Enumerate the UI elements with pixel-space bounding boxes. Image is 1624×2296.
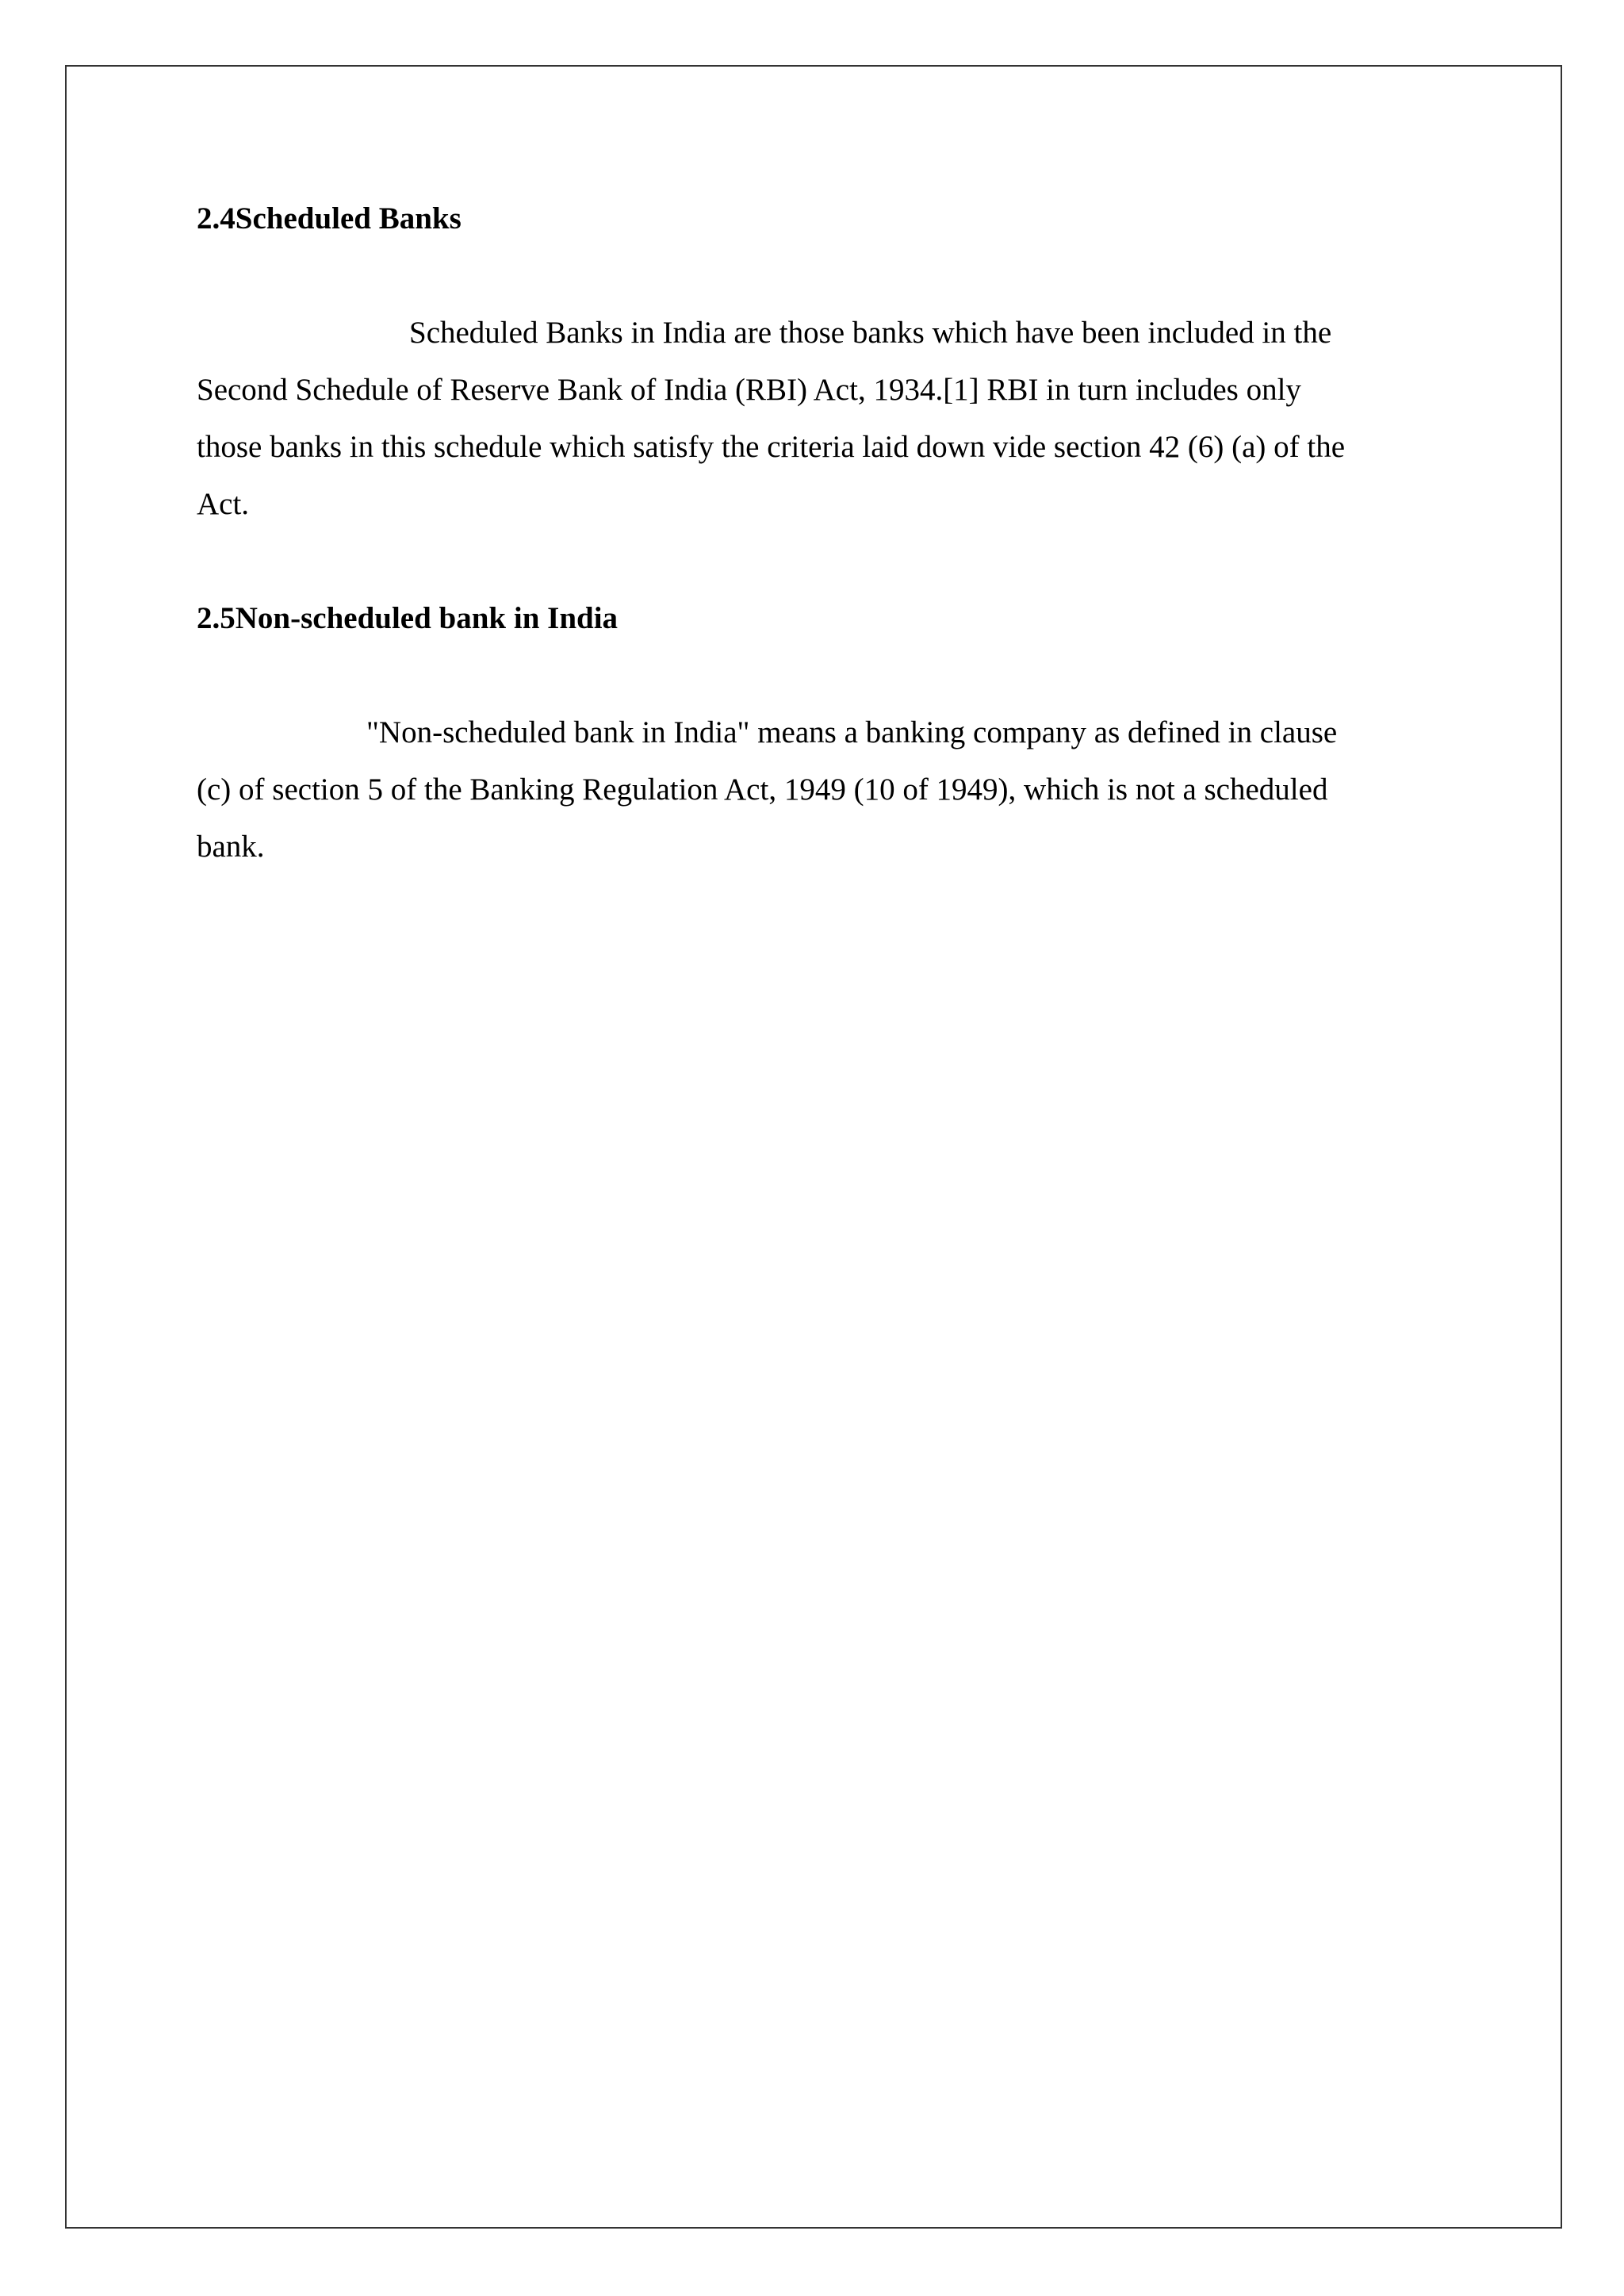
paragraph-line: Second Schedule of Reserve Bank of India (RBI) Act, 1934.[1] RBI in turn includes only — [197, 373, 1301, 407]
paragraph-line: those banks in this schedule which satisfy the criteria laid down vide section 42 (6) (a) of the — [197, 430, 1346, 464]
section-paragraph-scheduled-banks — [197, 305, 1434, 533]
paragraph-line: (c) of section 5 of the Banking Regulation Act, 1949 (10 of 1949), which is not a scheduled — [197, 772, 1328, 807]
section-heading-non-scheduled-bank: 2.5Non-scheduled bank in India — [197, 601, 619, 635]
paragraph-line: bank. — [197, 830, 265, 864]
paragraph-line: "Non-scheduled bank in India" means a banking company as defined in clause — [366, 715, 1338, 749]
section-heading-scheduled-banks: 2.4Scheduled Banks — [197, 201, 462, 236]
section-paragraph-non-scheduled-bank — [197, 704, 1434, 876]
document-body — [197, 190, 1434, 876]
paragraph-line: Act. — [197, 487, 250, 521]
paragraph-line: Scheduled Banks in India are those banks which have been included in the — [409, 316, 1332, 350]
